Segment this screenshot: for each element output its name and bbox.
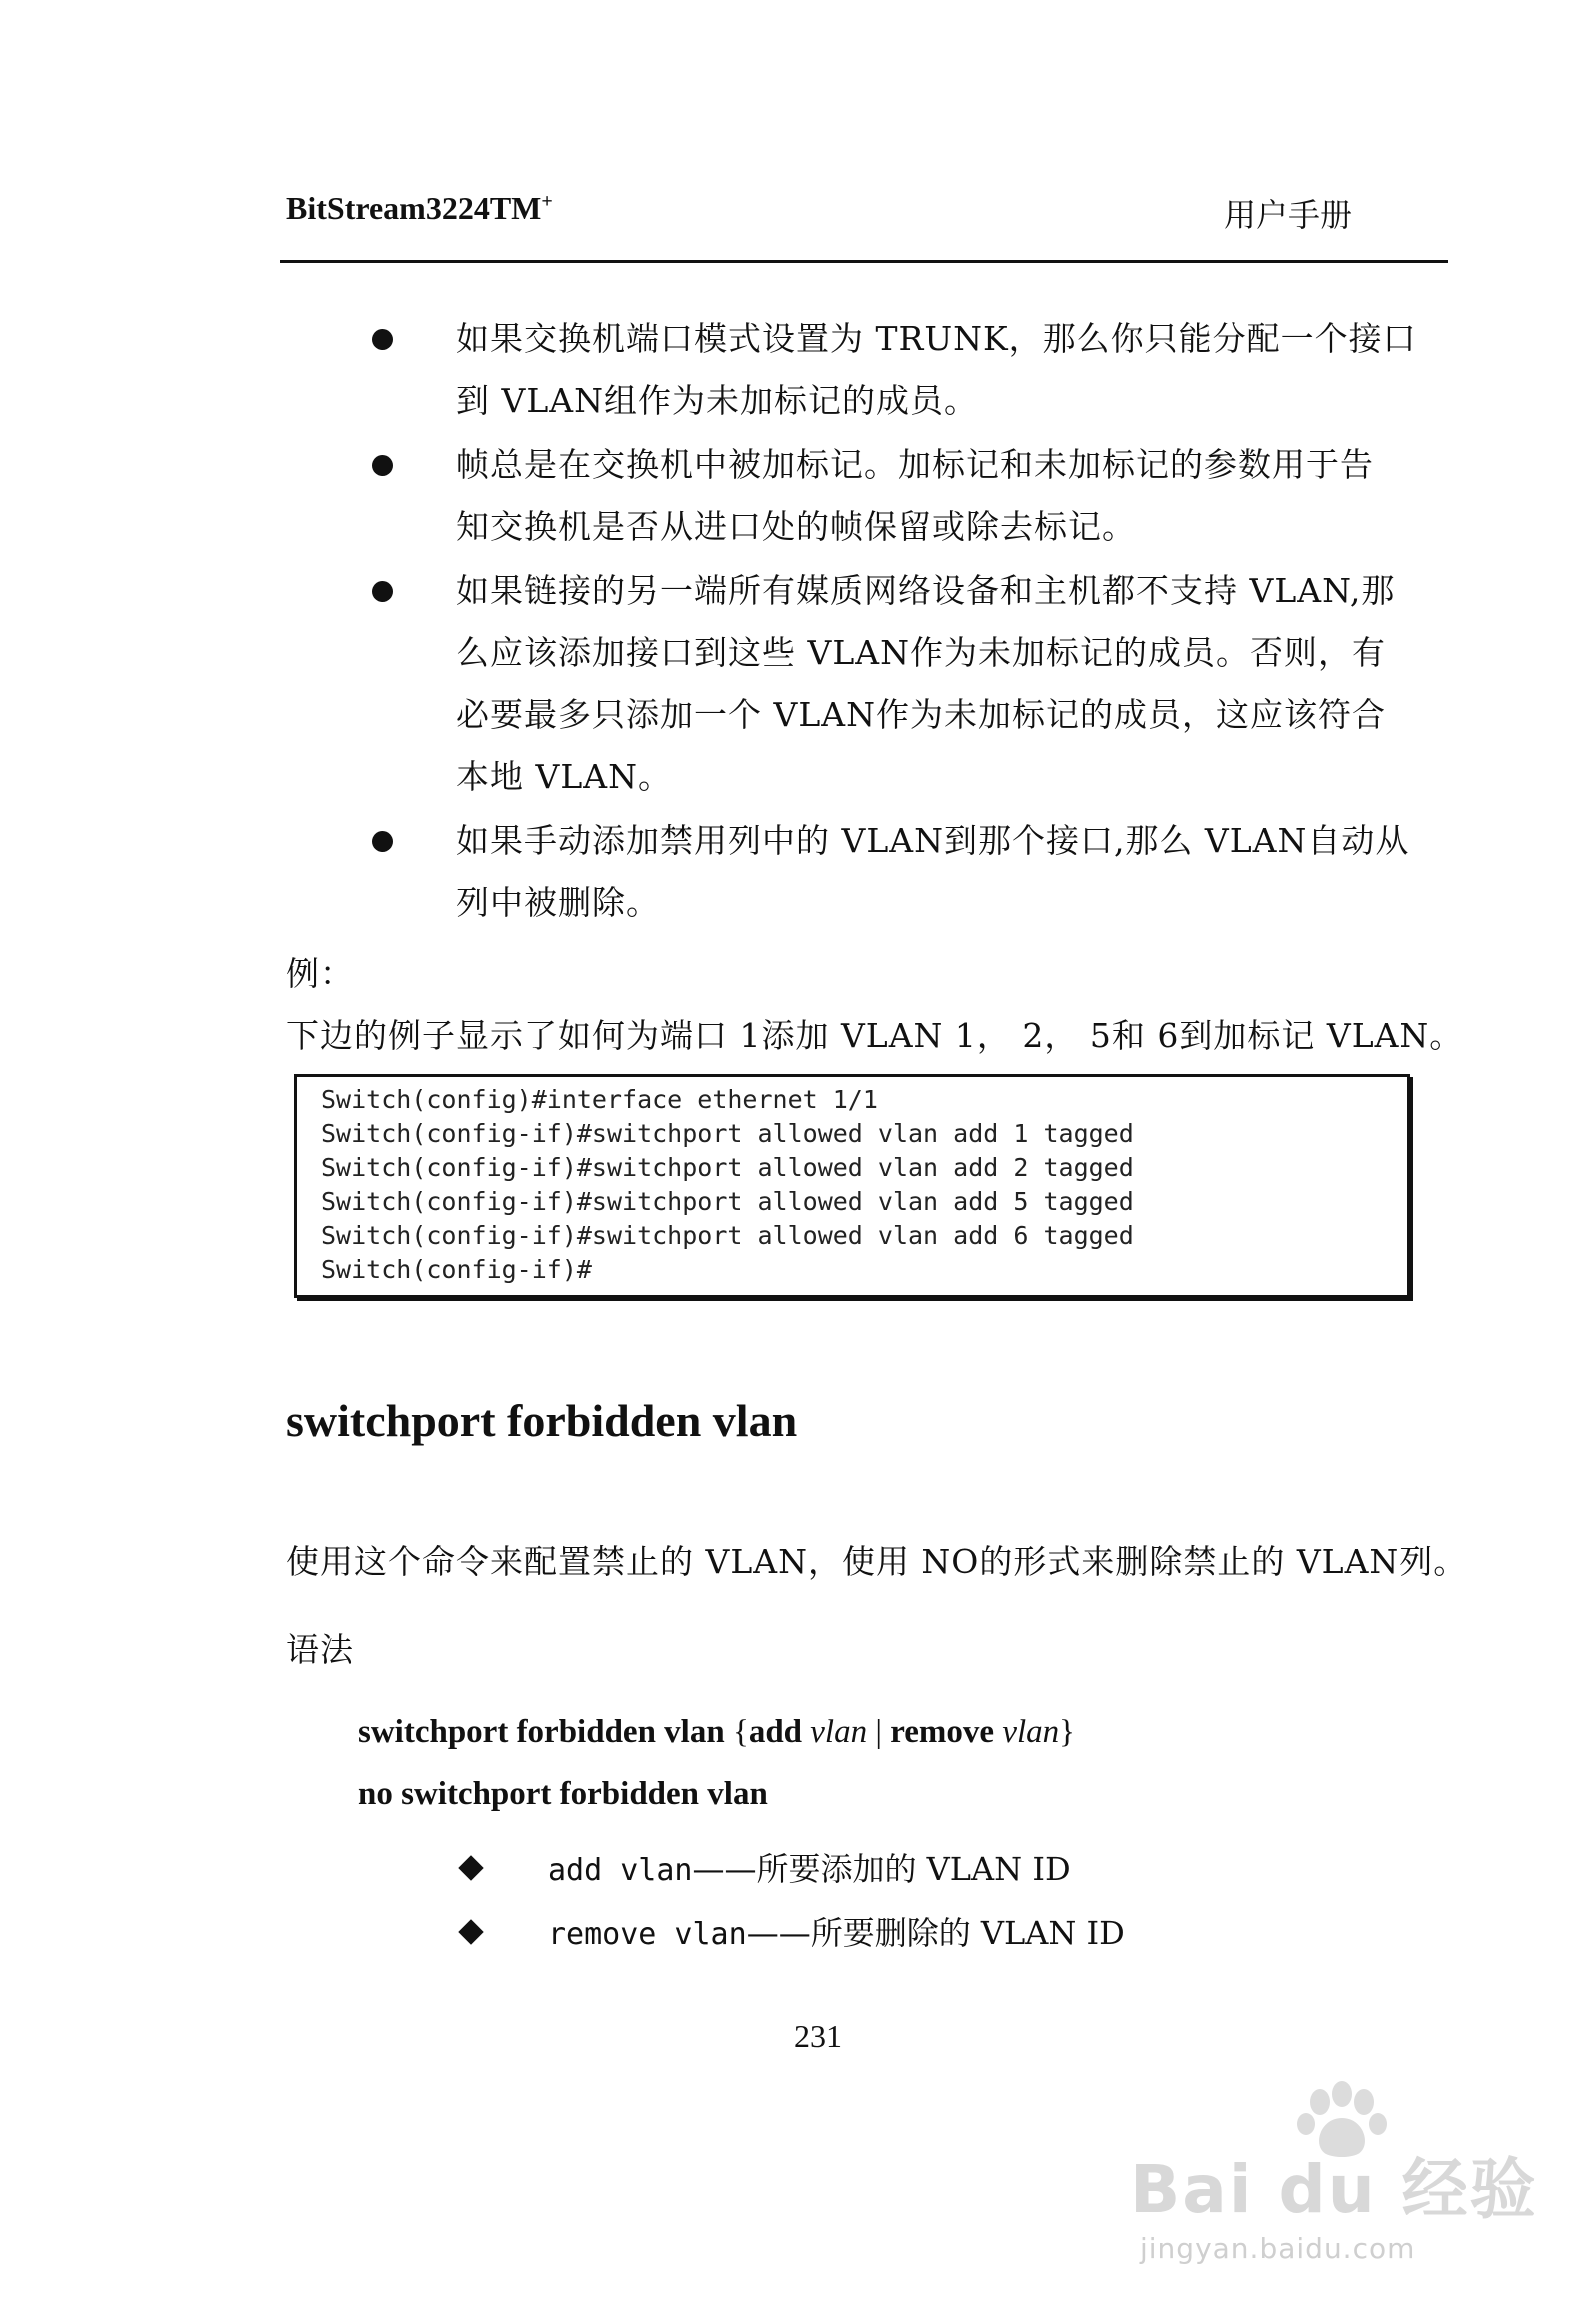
code-block (294, 1074, 1410, 1298)
list-item: add vlan——所要添加的 VLAN ID (460, 1838, 1125, 1902)
example-label: 例： (286, 954, 354, 993)
code-line: Switch(config-if)#switchport allowed vlan add 5 tagged (321, 1187, 1134, 1216)
code-line: Switch(config-if)# (321, 1255, 592, 1284)
example-description: 下边的例子显示了如何为端口 1添加 VLAN 1， 2， 5和 6到加标记 VLAN。 (286, 1016, 1464, 1055)
syntax-label: 语法 (286, 1630, 354, 1669)
header-divider (280, 260, 1448, 263)
list-item: 如果手动添加禁用列中的 VLAN到那个接口,那么 VLAN自动从 列中被删除。 (368, 810, 1428, 934)
watermark-brand: Bai du 经验 (1130, 2151, 1538, 2228)
code-line: Switch(config-if)#switchport allowed vlan add 1 tagged (321, 1119, 1134, 1148)
list-item: 如果链接的另一端所有媒质网络设备和主机都不支持 VLAN,那 么应该添加接口到这些 VLAN作为未加标记的成员。否则，有 必要最多只添加一个 VLAN作为未加标记的成员，这应该符合 本地 VLAN。 (368, 560, 1428, 808)
watermark-url: jingyan.baidu.com (1140, 2232, 1416, 2265)
notes-list (368, 308, 1428, 936)
parameter-list (460, 1838, 1125, 1966)
syntax-line-2: no switchport forbidden vlan (358, 1776, 768, 1812)
bullet-icon (372, 581, 393, 602)
code-line: Switch(config-if)#switchport allowed vlan add 6 tagged (321, 1221, 1134, 1250)
list-item: remove vlan——所要删除的 VLAN ID (460, 1902, 1125, 1966)
bullet-icon (372, 329, 393, 350)
code-line: Switch(config)#interface ethernet 1/1 (321, 1085, 878, 1114)
syntax-line-1: switchport forbidden vlan {add vlan | remove vlan} (358, 1714, 1075, 1750)
watermark (1130, 2080, 1570, 2280)
diamond-bullet-icon (458, 1919, 483, 1944)
diamond-bullet-icon (458, 1855, 483, 1880)
section-heading: switchport forbidden vlan (286, 1395, 798, 1446)
section-description: 使用这个命令来配置禁止的 VLAN，使用 NO的形式来删除禁止的 VLAN列。 (286, 1542, 1468, 1581)
code-line: Switch(config-if)#switchport allowed vlan add 2 tagged (321, 1153, 1134, 1182)
bullet-icon (372, 831, 393, 852)
manual-type: 用户手册 (1224, 196, 1353, 234)
bullet-icon (372, 455, 393, 476)
page-number: 231 (794, 2018, 842, 2054)
manual-title: BitStream3224TM+ (286, 190, 553, 226)
list-item: 如果交换机端口模式设置为 TRUNK，那么你只能分配一个接口 到 VLAN组作为未加标记的成员。 (368, 308, 1428, 432)
list-item: 帧总是在交换机中被加标记。加标记和未加标记的参数用于告 知交换机是否从进口处的帧保留或除去标记。 (368, 434, 1428, 558)
